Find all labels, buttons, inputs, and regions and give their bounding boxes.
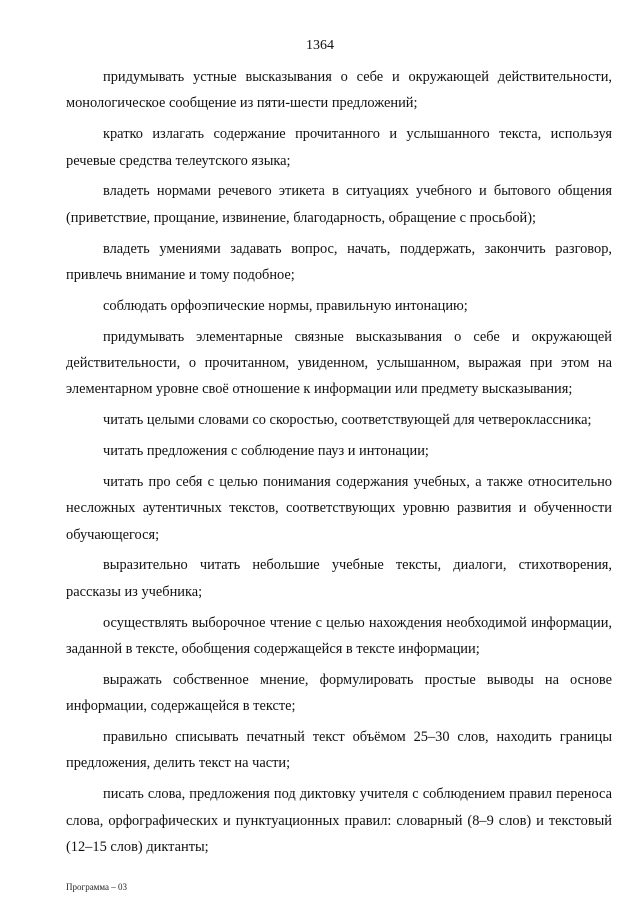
- document-body: [66, 64, 612, 860]
- paragraph: читать целыми словами со скоростью, соответствующей для четвероклассника;: [103, 412, 592, 429]
- paragraph: придумывать устные высказывания о себе и окружающей действительности, монологическое сообщение из пяти-шести предложений;: [66, 69, 612, 112]
- paragraph: правильно списывать печатный текст объёмом 25–30 слов, находить границы предложения, делить текст на части;: [66, 729, 612, 772]
- paragraph: выразительно читать небольшие учебные тексты, диалоги, стихотворения, рассказы из учебника;: [66, 557, 612, 600]
- paragraph: придумывать элементарные связные высказывания о себе и окружающей действительности, о прочитанном, увиденном, услышанном, выражая при этом на элементарном уровне своё отношение к информации или предмету высказывания;: [66, 328, 612, 398]
- paragraph: писать слова, предложения под диктовку учителя с соблюдением правил переноса слова, орфографических и пунктуационных правил: словарный (8–9 слов) и текстовый (12–15 слов) диктанты;: [66, 786, 612, 856]
- paragraph: соблюдать орфоэпические нормы, правильную интонацию;: [103, 297, 468, 314]
- paragraph: владеть нормами речевого этикета в ситуациях учебного и бытового общения (приветствие, прощание, извинение, благодарность, обращение с просьбой);: [66, 183, 612, 226]
- paragraph: осуществлять выборочное чтение с целью нахождения необходимой информации, заданной в тексте, обобщения содержащейся в тексте информации;: [66, 614, 612, 658]
- page-footer: Программа – 03: [66, 882, 128, 892]
- paragraph: владеть умениями задавать вопрос, начать, поддержать, закончить разговор, привлечь внимание и тому подобное;: [66, 240, 612, 284]
- paragraph: читать предложения с соблюдение пауз и интонации;: [103, 443, 429, 460]
- page-number: 1364: [306, 38, 334, 53]
- paragraph: читать про себя с целью понимания содержания учебных, а также относительно несложных аутентичных текстов, соответствующих уровню развития и обученности обучающегося;: [66, 473, 612, 543]
- paragraph: кратко излагать содержание прочитанного и услышанного текста, используя речевые средства телеутского языка;: [66, 126, 612, 169]
- paragraph: выражать собственное мнение, формулировать простые выводы на основе информации, содержащейся в тексте;: [66, 671, 612, 715]
